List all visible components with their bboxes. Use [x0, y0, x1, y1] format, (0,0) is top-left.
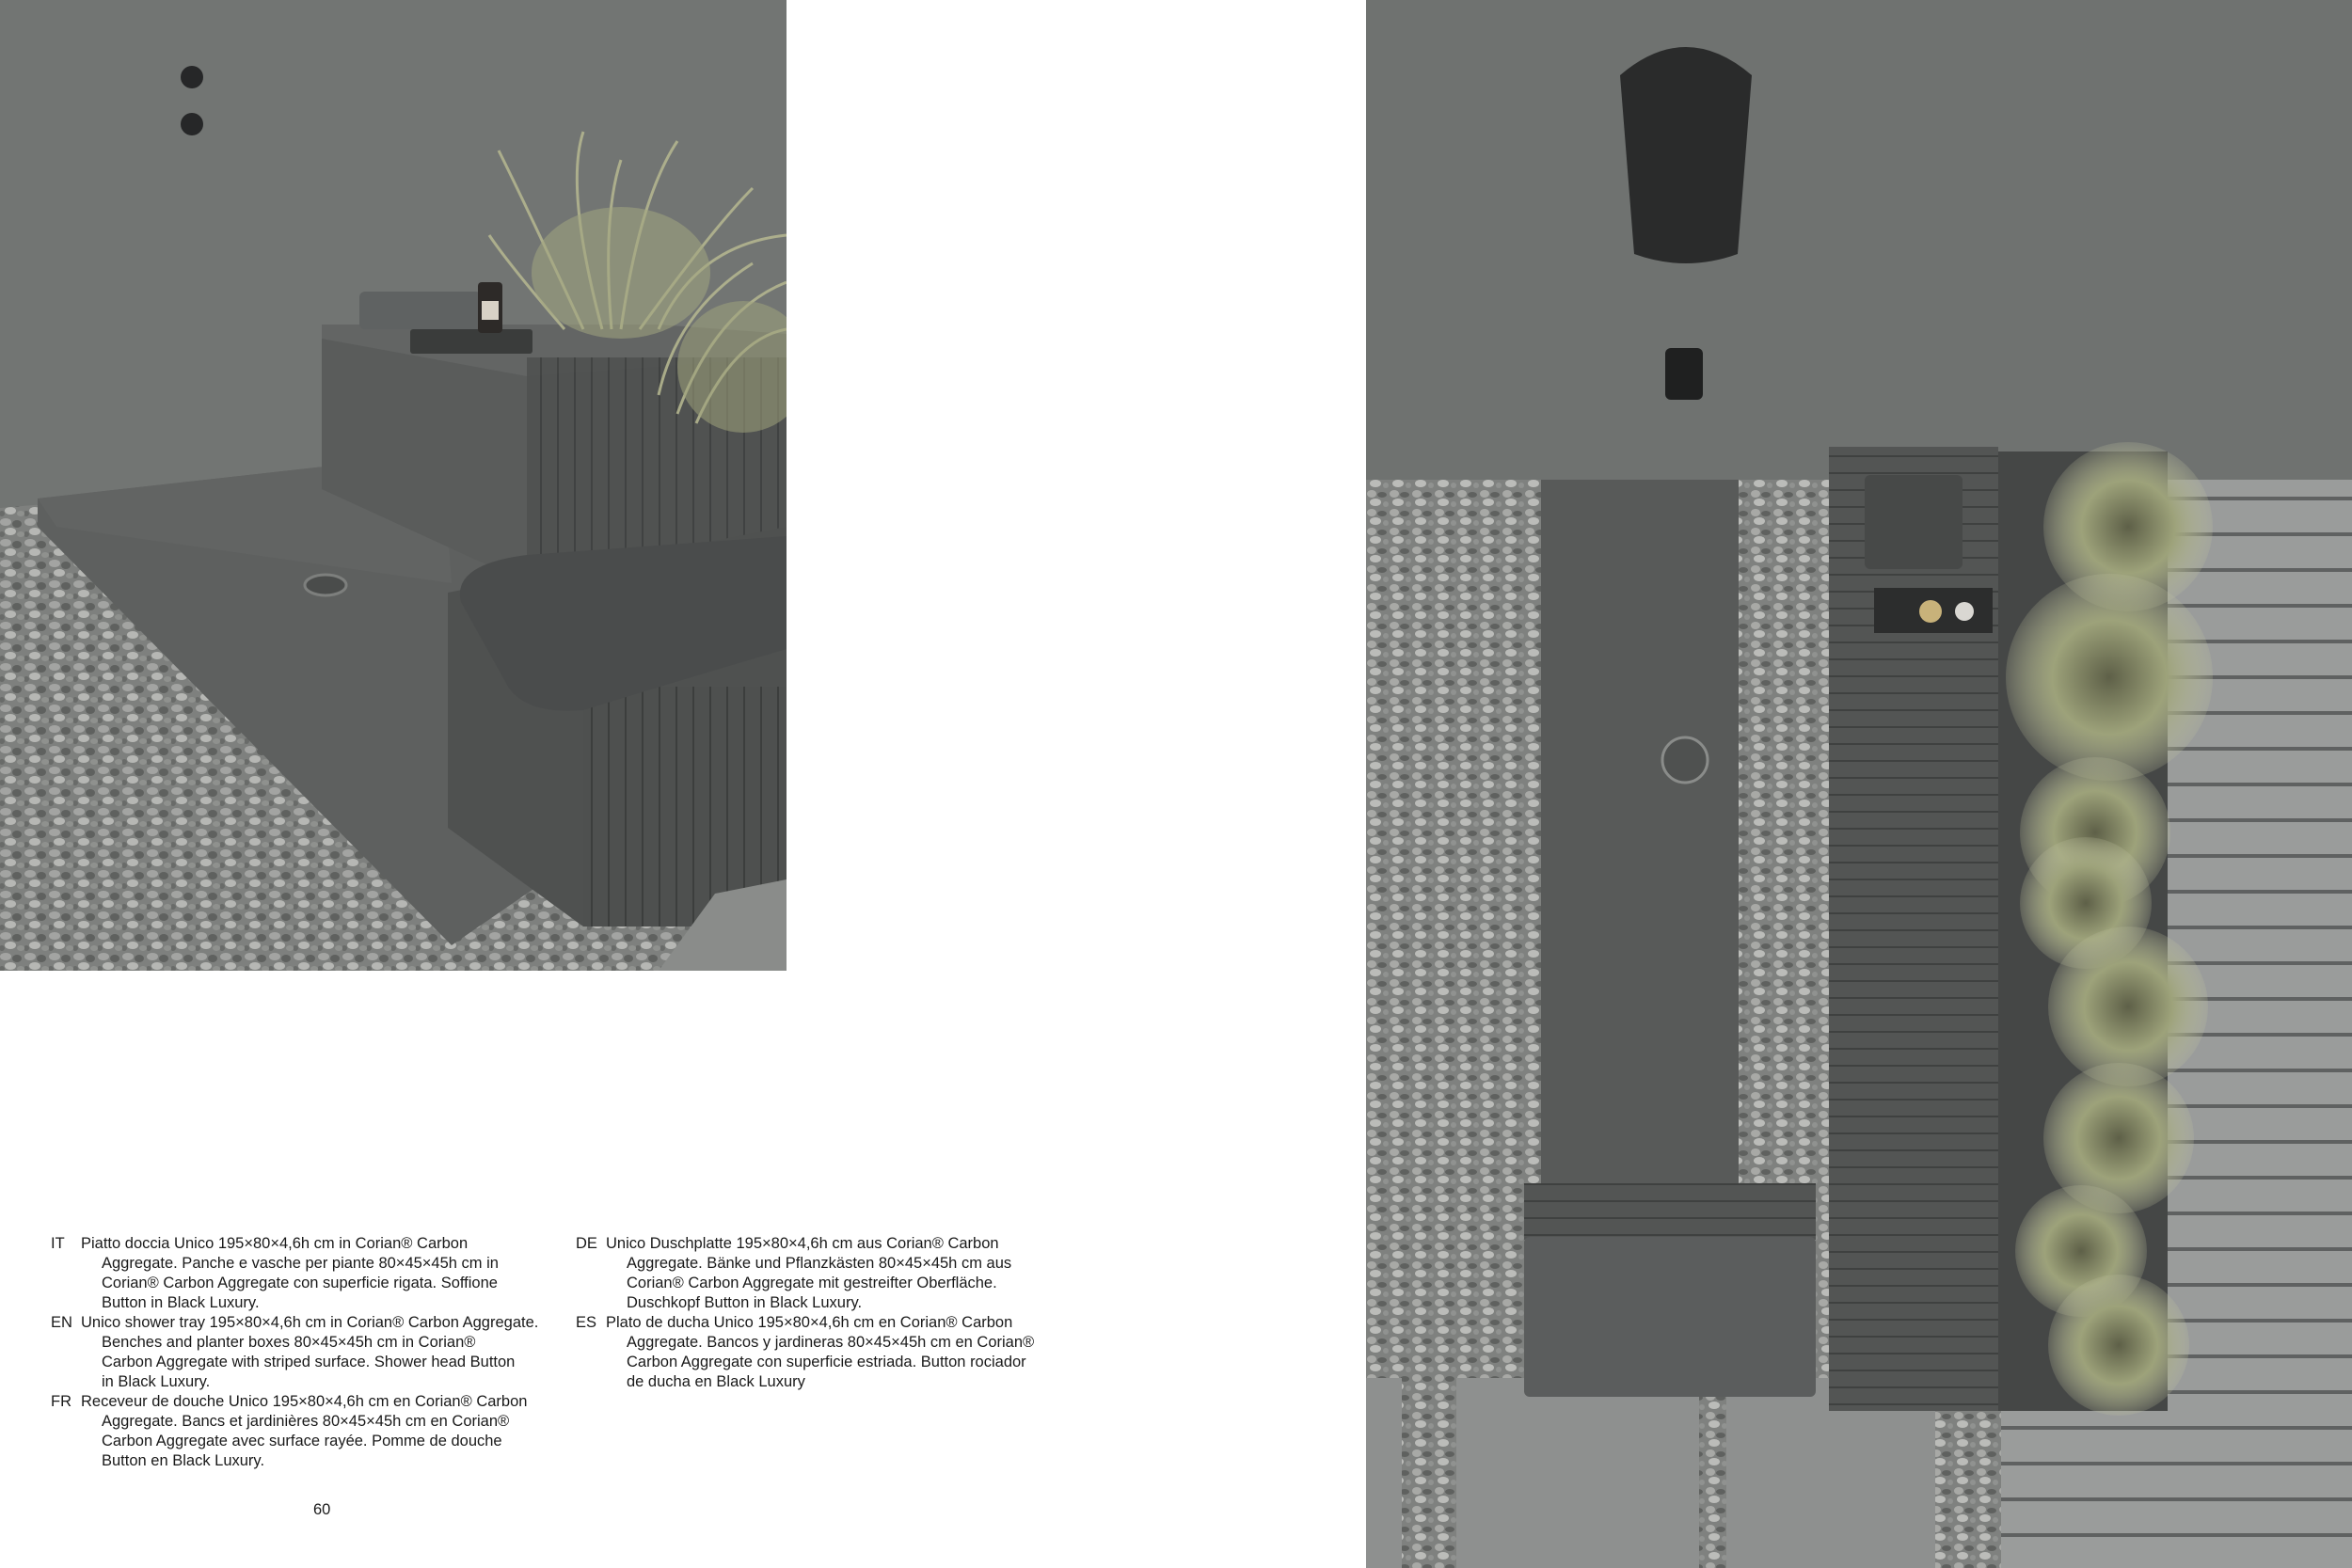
caption-line: Button en Black Luxury.	[102, 1452, 265, 1469]
page-number: 60	[313, 1501, 331, 1518]
caption-line: Duschkopf Button in Black Luxury.	[627, 1294, 863, 1311]
caption-line: Button in Black Luxury.	[102, 1294, 260, 1311]
caption-line: Aggregate. Bancos y jardineras 80×45×45h cm en Corian®	[627, 1334, 1035, 1351]
caption-line: Carbon Aggregate con superficie estriada. Button rociador	[627, 1354, 1026, 1370]
language-code-es: ES	[576, 1314, 597, 1331]
caption-fr	[51, 1392, 578, 1471]
language-code-fr: FR	[51, 1393, 72, 1410]
language-code-en: EN	[51, 1314, 72, 1331]
language-code-de: DE	[576, 1235, 597, 1252]
caption-column-right	[576, 1234, 1103, 1392]
caption-line: Aggregate. Bänke und Pflanzkästen 80×45×45h cm aus	[627, 1255, 1012, 1272]
caption-line: de ducha en Black Luxury	[627, 1373, 805, 1390]
caption-line: Corian® Carbon Aggregate mit gestreifter Oberfläche.	[627, 1275, 997, 1291]
caption-line: Carbon Aggregate avec surface rayée. Pomme de douche	[102, 1433, 502, 1449]
caption-line: Carbon Aggregate with striped surface. Shower head Button	[102, 1354, 516, 1370]
caption-line: Receveur de douche Unico 195×80×4,6h cm en Corian® Carbon	[81, 1393, 528, 1410]
caption-line: Benches and planter boxes 80×45×45h cm in Corian®	[102, 1334, 476, 1351]
language-code-it: IT	[51, 1235, 65, 1252]
caption-line: in Black Luxury.	[102, 1373, 211, 1390]
caption-line: Corian® Carbon Aggregate con superficie rigata. Soffione	[102, 1275, 498, 1291]
caption-line: Unico shower tray 195×80×4,6h cm in Corian® Carbon Aggregate.	[81, 1314, 539, 1331]
caption-line: Piatto doccia Unico 195×80×4,6h cm in Corian® Carbon	[81, 1235, 469, 1252]
caption-it	[51, 1234, 578, 1313]
caption-line: Aggregate. Panche e vasche per piante 80×45×45h cm in	[102, 1255, 499, 1272]
caption-en	[51, 1313, 578, 1392]
photo-top-view-shower	[1366, 0, 2352, 1568]
caption-line: Plato de ducha Unico 195×80×4,6h cm en Corian® Carbon	[606, 1314, 1013, 1331]
caption-column-left	[51, 1234, 578, 1471]
photo-perspective-shower	[0, 0, 787, 971]
caption-line: Unico Duschplatte 195×80×4,6h cm aus Corian® Carbon	[606, 1235, 999, 1252]
shower-scene-illustration	[0, 0, 787, 971]
caption-line: Aggregate. Bancs et jardinières 80×45×45h cm en Corian®	[102, 1413, 510, 1430]
top-view-illustration	[1366, 0, 2352, 1568]
caption-es	[576, 1313, 1103, 1392]
caption-de	[576, 1234, 1103, 1313]
